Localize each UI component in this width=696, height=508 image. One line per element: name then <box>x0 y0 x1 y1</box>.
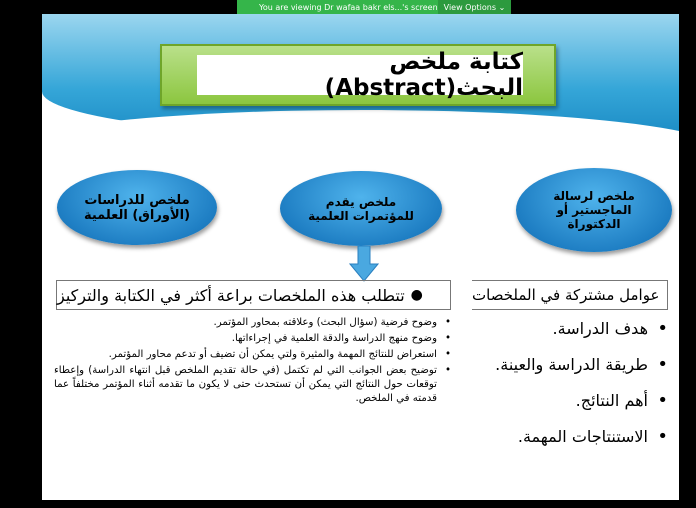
conference-requirements-text: تتطلب هذه الملخصات براعة أكثر في الكتابة والتركيز <box>57 285 405 305</box>
title-frame <box>160 44 556 106</box>
list-item: • استعراض للنتائج المهمة والمثيرة ولتي يمكن أن تضيف أو تدعم محاور المؤتمر. <box>54 348 451 362</box>
list-item: • وضوح منهج الدراسة والدقة العلمية في إجراءاتها. <box>54 332 451 346</box>
presentation-slide <box>42 14 679 500</box>
ellipse-conference-abstract: ملخص يقدم للمؤتمرات العلمية <box>280 171 442 246</box>
list-item: • هدف الدراسة. <box>492 311 670 347</box>
view-options-label: View Options <box>443 2 497 12</box>
list-item: • الاستنتاجات المهمة. <box>492 419 670 455</box>
screen-share-banner <box>237 0 506 14</box>
screen-edge-bar <box>679 14 696 500</box>
slide-title: كتابة ملخص البحث(Abstract) <box>197 55 523 95</box>
conference-requirements-box <box>56 280 451 310</box>
list-item: • أهم النتائج. <box>492 383 670 419</box>
bullet-icon: ● <box>410 287 423 303</box>
conference-requirements-list <box>54 316 451 408</box>
list-item: • توضيح بعض الجوانب التي لم تكتمل (في حالة تقديم الملخص قبل انتهاء الدراسة) وإعطاء توقعات حول النتائج التي يمكن أن تستحدث حتى لا يكون ما تقدمه أثناء المؤتمر مختلفاً عما قدمته في الملخص. <box>54 364 451 406</box>
list-item: • طريقة الدراسة والعينة. <box>492 347 670 383</box>
common-factors-box: عوامل مشتركة في الملخصات <box>472 280 668 310</box>
view-options-button[interactable] <box>438 0 512 14</box>
ellipse-thesis-abstract: ملخص لرسالة الماجستير أو الدكتوراة <box>516 168 672 252</box>
common-factors-list <box>492 311 670 455</box>
down-arrow-icon <box>349 246 379 282</box>
screen-share-message: You are viewing Dr wafaa bakr els...'s screen <box>259 2 438 12</box>
list-item: • وضوح فرضية (سؤال البحث) وعلاقته بمحاور المؤتمر. <box>54 316 451 330</box>
ellipse-research-papers: ملخص للدراسات (الأوراق) العلمية <box>57 170 217 245</box>
chevron-down-icon: ⌄ <box>498 2 506 12</box>
